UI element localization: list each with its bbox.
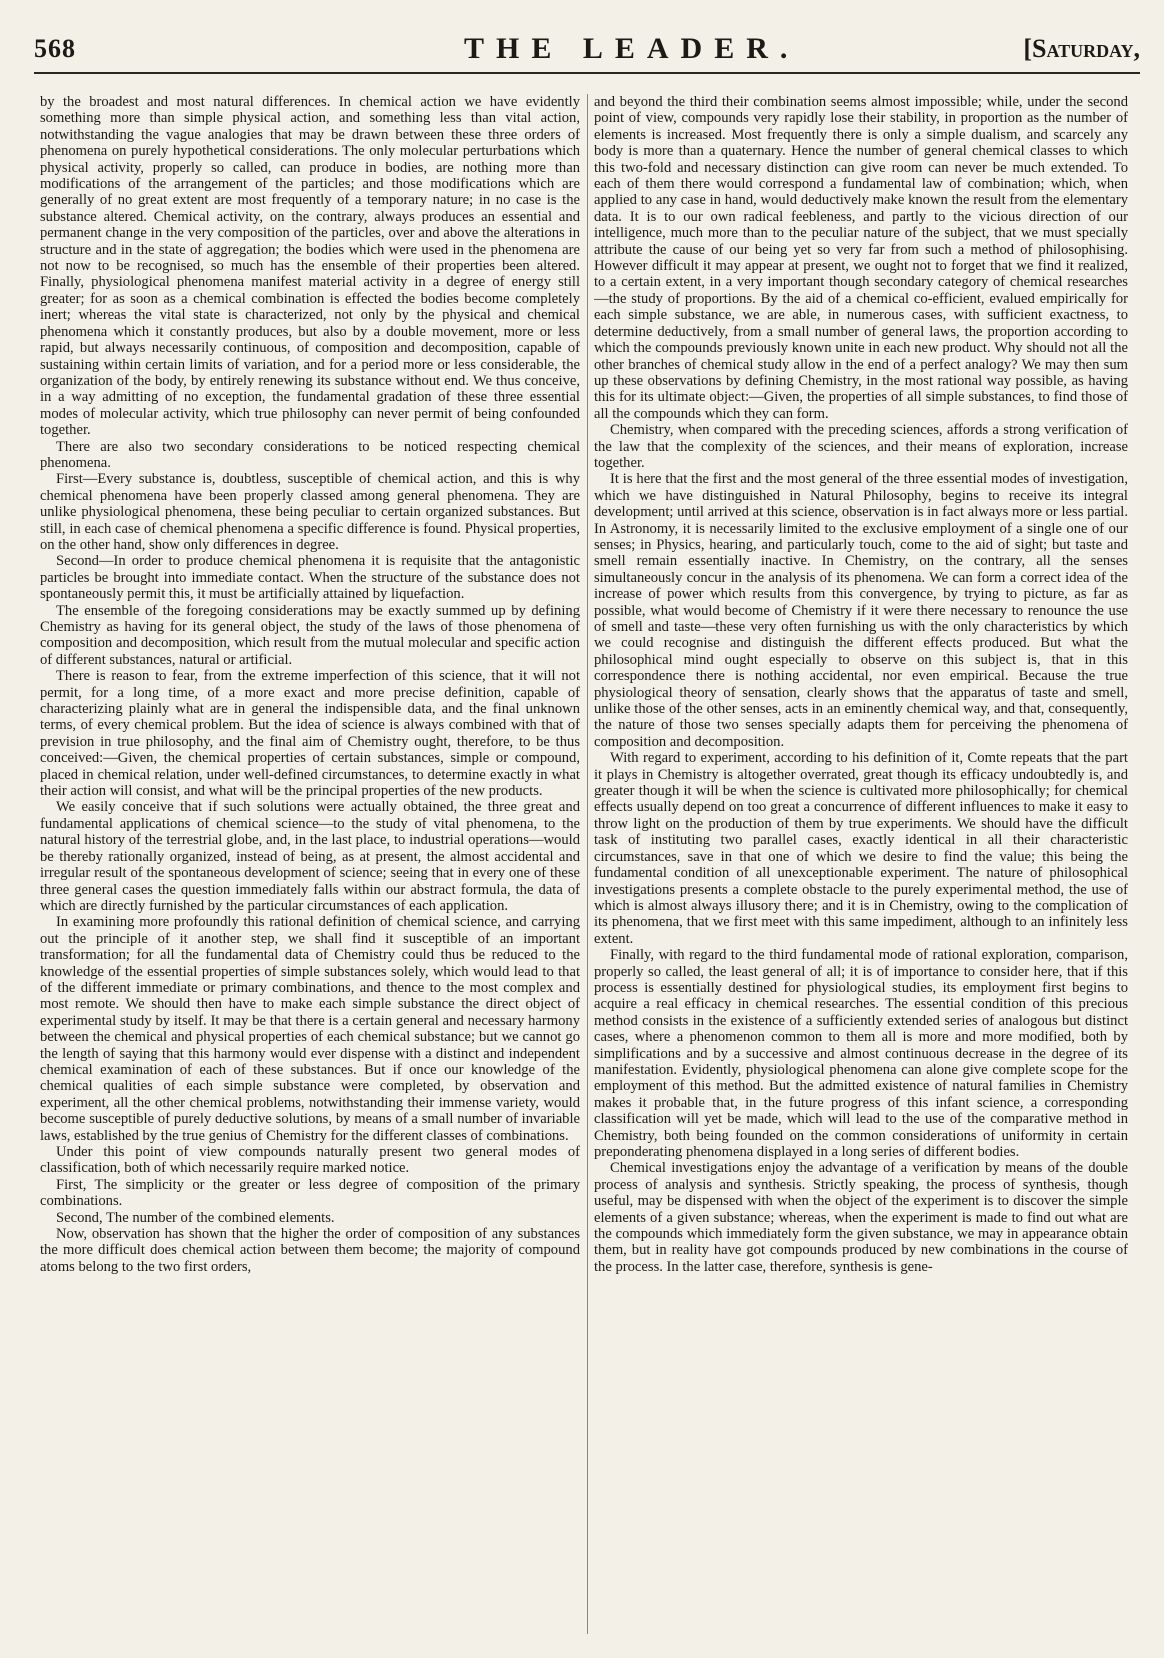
page-number: 568	[34, 34, 76, 63]
paragraph: Now, observation has shown that the higher the order of composition of any substances the more difficult does chemical action between them become; the majority of compound atoms belong to the two first orders,	[40, 1226, 580, 1275]
paragraph: First—Every substance is, doubtless, susceptible of chemical action, and this is why chemical phenomena have been properly classed among general phenomena. They are unlike physiological phenomena, these being peculiar to certain organized substances. But still, in each case of chemical phenomena a specific difference is found. Physical properties, on the other hand, show only differences in degree.	[40, 471, 580, 553]
masthead	[34, 32, 1140, 74]
right-column	[594, 94, 1128, 1646]
paragraph: There are also two secondary considerations to be noticed respecting chemical phenomena.	[40, 438, 580, 471]
paragraph: and beyond the third their combination seems almost impossible; while, under the second point of view, compounds very rapidly lose their stability, in proportion as the number of elements is increased. Most frequently there is only a simple dualism, and scarcely any body is more than a quaternary. Hence the number of general chemical classes to which this two-fold and necessary distinction can give room can never be much extended. To each of them there would correspond a fundamental law of combination; which, when applied to any case in hand, would deductively make known the result from the elementary data. It is to our own radical feebleness, and partly to the vicious direction of our intelligence, much more than to the peculiar nature of the subject, that we must specially attribute the cause of our being yet so very far from such a method of philosophising. However difficult it may appear at present, we ought not to forget that we find it realized, to a certain extent, in a very important though secondary category of chemical researches—the study of proportions. By the aid of a chemical co-efficient, evalued empirically for each simple substance, we are able, in numerous cases, with sufficient exactness, to determine deductively, from a small number of general laws, the proportion according to which the compounds previously known unite in each new product. Why should not all the other branches of chemical study allow in the end of a perfect analogy? We may then sum up these observations by defining Chemistry, in the most rational way possible, as having this for its ultimate object:—Given, the properties of all simple substances, to find those of all the compounds which they can form.	[594, 94, 1128, 422]
paragraph: With regard to experiment, according to his definition of it, Comte repeats that the part it plays in Chemistry is altogether overrated, great though its efficacy undoubtedly is, and greater though it will be when the science is cultivated more philosophically; for chemical effects usually depend on too great a concurrence of different influences to make it easy to throw light on the production of them by true experiments. We should have the difficult task of instituting two parallel cases, exactly identical in all their characteristic circumstances, save in that one of which we desire to find the value; this being the fundamental condition of all unexceptionable experiment. The nature of philosophical investigations presents a complete obstacle to the purely experimental method, the use of which is almost always illusory there; and it is in Chemistry, owing to the complication of its phenomena, that we first meet with this same impediment, although to an infinitely less extent.	[594, 750, 1128, 947]
paragraph: Under this point of view compounds naturally present two general modes of classification, both of which necessarily require marked notice.	[40, 1144, 580, 1177]
paragraph: We easily conceive that if such solutions were actually obtained, the three great and fundamental applications of chemical science—to the study of vital phenomena, to the natural history of the terrestrial globe, and, in the last place, to industrial operations—would be thereby rationally organized, instead of being, as at present, the almost accidental and irregular result of the spontaneous development of science; seeing that in every one of these three general cases the question immediately falls within our abstract formula, the data of which are directly furnished by the particular circumstances of each application.	[40, 799, 580, 914]
column-rule	[587, 94, 588, 1634]
left-column	[40, 94, 580, 1646]
paragraph: Finally, with regard to the third fundamental mode of rational exploration, comparison, properly so called, the least general of all; it is of importance to consider here, that if this process is essentially destined for physiological studies, its employment first begins to acquire a real efficacy in chemical researches. The essential condition of this precious method consists in the existence of a sufficiently extended series of analogous but distinct cases, where a phenomenon common to them all is more and more modified, both by simplifications and by a successive and almost continuous decrease in the degree of its manifestation. Evidently, physiological phenomena can alone give complete scope for the employment of this method. But the admitted existence of natural families in Chemistry makes it probable that, in the future progress of this infant science, a corresponding classification will yet be made, which will lead to the use of the comparative method in Chemistry, both being founded on the common considerations of uniformity in certain preponderating phenomena displayed in a long series of different bodies.	[594, 947, 1128, 1160]
paragraph: Second, The number of the combined elements.	[56, 1209, 335, 1226]
paragraph: Chemical investigations enjoy the advantage of a verification by means of the double process of analysis and synthesis. Strictly speaking, the process of synthesis, though useful, may be dispensed with when the object of the experiment is to discover the simple elements of a given substance; whereas, when the experiment is made to find out what are the compounds which immediately form the given substance, we may in appearance obtain them, but in reality have got compounds produced by new combinations in the course of the process. In the latter case, therefore, synthesis is gene-	[594, 1160, 1128, 1275]
paragraph: There is reason to fear, from the extreme imperfection of this science, that it will not permit, for a long time, of a more exact and more precise definition, capable of characterizing plainly what are in general the indispensible data, and the final unknown terms, of every chemical problem. But the idea of science is always combined with that of prevision in true philosophy, and the final aim of Chemistry ought, therefore, to be thus conceived:—Given, the chemical properties of certain substances, simple or compound, placed in chemical relation, under well-defined circumstances, to determine exactly in what their action will consist, and what will be the principal properties of the new products.	[40, 668, 580, 800]
paragraph: The ensemble of the foregoing considerations may be exactly summed up by defining Chemistry as having for its general object, the study of the laws of those phenomena of composition and decomposition, which result from the mutual molecular and specific action of different substances, natural or artificial.	[40, 602, 580, 668]
paragraph: Chemistry, when compared with the preceding sciences, affords a strong verification of the law that the complexity of the sciences, and their means of exploration, increase together.	[594, 422, 1128, 471]
paragraph: Second—In order to produce chemical phenomena it is requisite that the antagonistic particles be brought into immediate contact. When the structure of the substance does not spontaneously permit this, it must be artificially attained by liquefaction.	[40, 553, 580, 603]
issue-day: [Saturday,	[1023, 34, 1140, 63]
paragraph: It is here that the first and the most general of the three essential modes of investigation, which we have distinguished in Natural Philosophy, begins to receive its integral development; until arrived at this science, observation is in fact always more or less partial. In Astronomy, it is necessarily limited to the exclusive employment of a single one of our senses; in Physics, hearing, and particularly touch, come to the aid of sight; but taste and smell remain essentially inactive. In Chemistry, on the contrary, all the senses simultaneously concur in the analysis of its phenomena. We can form a correct idea of the increase of power which results from this convergence, by trying to picture, as far as possible, what would become of Chemistry if it were there necessary to renounce the use of smell and taste—these very often furnishing us with the only characteristics by which we could recognise and distinguish the different effects produced. But what the philosophical mind ought especially to observe on this subject is, that in this correspondence there is nothing accidental, nor even empirical. Because the true physiological theory of sensation, clearly shows that the apparatus of taste and smell, unlike those of the other senses, acts in an eminently chemical way, and that, consequently, the nature of those two senses specially adapts them for perceiving the phenomena of composition and decomposition.	[594, 471, 1128, 750]
newspaper-title: THE LEADER.	[464, 32, 800, 65]
paragraph: by the broadest and most natural differences. In chemical action we have evidently something more than simple physical action, and something less than vital action, notwithstanding the vague analogies that may be drawn between these three orders of phenomena on purely hypothetical considerations. The only molecular perturbations which physical activity, properly so called, can produce in bodies, are nothing more than modifications of the arrangement of the particles; and those modifications which are generally of no great extent are most frequently of a temporary nature; in no case is the substance altered. Chemical activity, on the contrary, always produces an essential and permanent change in the very composition of the particles, over and above the alterations in structure and in the state of aggregation; the bodies which were used in the phenomena are not now to be recognised, so much has the ensemble of their properties been altered. Finally, physiological phenomena manifest material activity in a degree of energy still greater; for as soon as a chemical combination is effected the bodies become completely inert; whereas the vital state is characterized, not only by the physical and chemical phenomena which it constantly produces, but also by a double movement, more or less rapid, but always necessarily continuous, of composition and decomposition, capable of sustaining within certain limits of variation, and for a period more or less considerable, the organization of the body, by entirely renewing its substance without end. We thus conceive, in a way admitting of no exception, the fundamental gradation of these three essential modes of molecular activity, which true philosophy can never permit of being confounded together.	[40, 94, 580, 439]
paragraph: First, The simplicity or the greater or less degree of composition of the primary combinations.	[40, 1176, 580, 1210]
paragraph: In examining more profoundly this rational definition of chemical science, and carrying out the principle of it another step, we shall find it susceptible of an important transformation; for all the fundamental data of Chemistry could thus be reduced to the knowledge of the essential properties of simple substances solely, which would lead to that of the different immediate or primary combinations, and thence to the most complex and most remote. We should then have to make each simple substance the direct object of experimental study by itself. It may be that there is a certain general and necessary harmony between the chemical and physical properties of each chemical substance; but we cannot go the length of saying that this harmony would ever dispense with a distinct and independent chemical examination of each of these substances. But if once our knowledge of the chemical qualities of each simple substance were completed, by observation and experiment, all the other chemical problems, notwithstanding their immense variety, would become susceptible of purely deductive solutions, by means of a small number of invariable laws, established by the true genius of Chemistry for the different classes of combinations.	[40, 914, 580, 1144]
